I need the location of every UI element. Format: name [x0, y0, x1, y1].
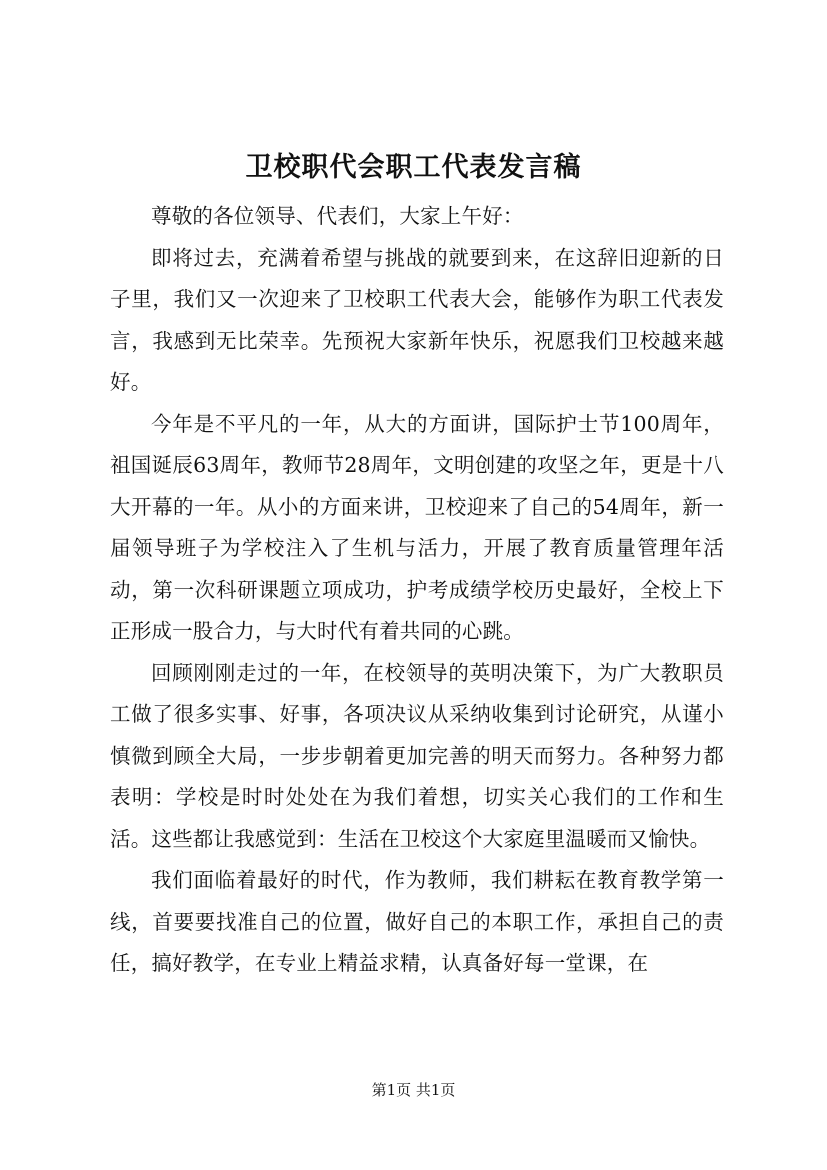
paragraph: 回顾刚刚走过的一年，在校领导的英明决策下，为广大教职员工做了很多实事、好事，各项决议从采纳收集到讨论研究，从谨小慎微到顾全大局，一步步朝着更加完善的明天而努力。各种努力都表明：学校是时时处处在为我们着想，切实关心我们的工作和生活。这些都让我感觉到：生活在卫校这个大家庭里温暖而又愉快。 — [110, 660, 724, 851]
paragraph-greeting: 尊敬的各位领导、代表们，大家上午好： — [151, 204, 524, 228]
paragraph: 今年是不平凡的一年，从大的方面讲，国际护士节100周年，祖国诞辰63周年，教师节28周年，文明创建的攻坚之年，更是十八大开幕的一年。从小的方面来讲，卫校迎来了自己的54周年，新一届领导班子为学校注入了生机与活力，开展了教育质量管理年活动，第一次科研课题立项成功，护考成绩学校历史最好，全校上下正形成一股合力，与大时代有着共同的心跳。 — [110, 411, 724, 643]
paragraph: 我们面临着最好的时代，作为教师，我们耕耘在教育教学第一线，首要要找准自己的位置，做好自己的本职工作，承担自己的责任，搞好教学，在专业上精益求精，认真备好每一堂课，在 — [110, 868, 724, 975]
document-title: 卫校职代会职工代表发言稿 — [245, 152, 582, 183]
paragraph: 即将过去，充满着希望与挑战的就要到来，在这辞旧迎新的日子里，我们又一次迎来了卫校职工代表大会，能够作为职工代表发言，我感到无比荣幸。先预祝大家新年快乐，祝愿我们卫校越来越好。 — [110, 245, 724, 394]
document-body — [110, 196, 724, 985]
page-number-footer: 第1页 共1页 — [371, 1081, 456, 1099]
